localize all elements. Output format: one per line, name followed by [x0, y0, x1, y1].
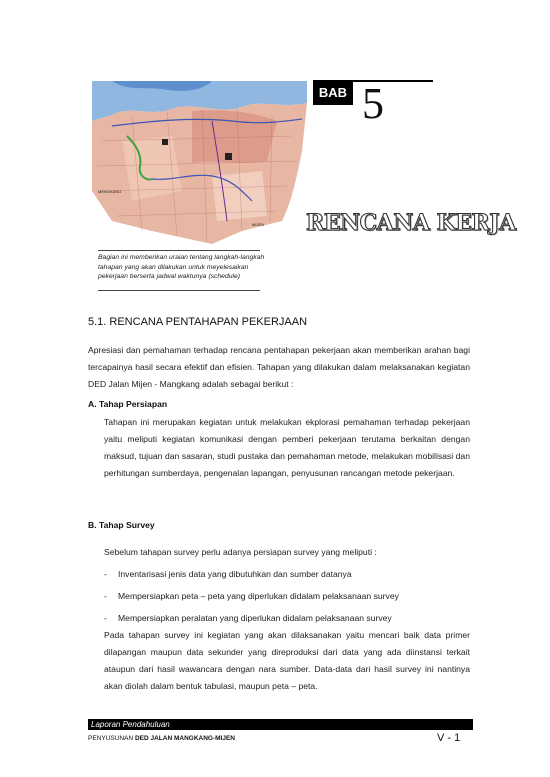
subsection-a-paragraph: Tahapan ini merupakan kegiatan untuk melakukan ekplorasi pemahaman terhadap pekerjaan yaitu meliputi kegiatan komunikasi dengan pemberi pekerjaan terutama berkaitan dengan maksud, tujuan dan sasaran, studi pustaka dan pemahaman metode, melakukan mobilisasi dan perhitungan sumberdaya, pengenalan lapangan, penyusunan rancangan metode pekerjaan.	[104, 417, 470, 478]
subsection-b-paragraph: Pada tahapan survey ini kegiatan yang akan dilaksanakan yaitu mencari baik data primer dilapangan maupun data sekunder yang direproduksi dari data yang ada diinstansi terkait ataupun dari hasil wawancara dengan nara sumber. Data-data dari hasil survey ini nantinya akan diolah dalam bentuk tabulasi, maupun peta – peta.	[104, 630, 470, 691]
list-item	[104, 588, 470, 610]
bullet-marker: -	[104, 569, 107, 579]
list-item-text: Mempersiapkan peta – peta yang diperlukan didalam pelaksanaan survey	[118, 591, 399, 601]
map-label-left: MENGKANG	[98, 189, 122, 194]
footer-report-label: Laporan Pendahuluan	[91, 720, 170, 729]
map-label-right: MIJEN	[252, 222, 264, 227]
chapter-caption: Bagian ini memberikan uraian tentang langkah-langkah tahapan yang akan dilakukan untuk meyelesaikan pekerjaan berserta jadwal waktunya (schedule)	[98, 254, 265, 280]
bullet-marker: -	[104, 591, 107, 601]
subsection-a-title: A. Tahap Persiapan	[88, 399, 168, 409]
section-heading: 5.1. RENCANA PENTAHAPAN PEKERJAAN	[88, 316, 308, 328]
footer-project-title	[88, 735, 235, 742]
footer-project-name: DED JALAN MANGKANG-MIJEN	[134, 735, 235, 742]
caption-divider-bottom	[98, 290, 260, 291]
list-item-text: Mempersiapkan peralatan yang diperlukan didalam pelaksanaan survey	[118, 613, 392, 623]
caption-divider-top	[98, 250, 260, 251]
chapter-number: 5	[362, 79, 384, 128]
bullet-marker: -	[104, 613, 107, 623]
intro-paragraph: Apresiasi dan pemahaman terhadap rencana pentahapan pekerjaan akan memberikan arahan bagi tercapainya hasil secara efektif dan efisien. Tahapan yang dilakukan dalam melaksanakan kegiatan DED Jalan Mijen - Mangkang adalah sebagai berikut :	[88, 345, 470, 389]
chapter-title: RENCANA KERJA	[306, 210, 516, 236]
list-item	[104, 566, 470, 588]
footer-prefix: PENYUSUNAN	[88, 735, 135, 742]
subsection-b-title: B. Tahap Survey	[88, 520, 155, 530]
list-item-text: Inventarisasi jenis data yang dibutuhkan dan sumber datanya	[118, 569, 352, 579]
subsection-b-intro: Sebelum tahapan survey perlu adanya persiapan survey yang meliputi :	[104, 547, 377, 557]
survey-prep-list	[104, 566, 470, 632]
location-map	[92, 81, 307, 244]
page-number: V - 1	[437, 732, 461, 744]
bab-badge: BAB	[313, 80, 353, 105]
